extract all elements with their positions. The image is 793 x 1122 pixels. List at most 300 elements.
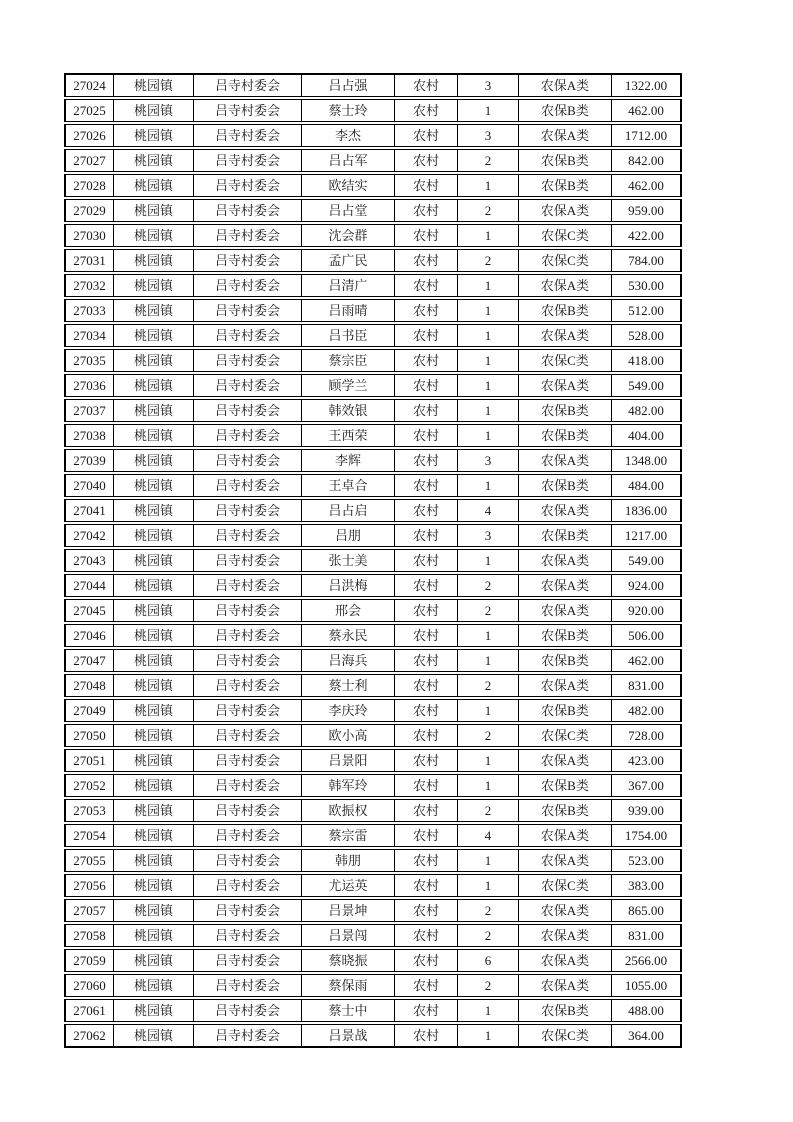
cell-village-committee: 吕寺村委会 xyxy=(194,899,302,922)
cell-insurance-category: 农保A类 xyxy=(519,949,612,972)
cell-insurance-category: 农保A类 xyxy=(519,499,612,522)
cell-residence-type: 农村 xyxy=(395,149,458,172)
cell-person-name: 蔡士玲 xyxy=(302,99,395,122)
cell-person-name: 吕景闯 xyxy=(302,924,395,947)
cell-insurance-category: 农保B类 xyxy=(519,174,612,197)
cell-residence-type: 农村 xyxy=(395,849,458,872)
table-row xyxy=(64,1024,682,1048)
cell-town: 桃园镇 xyxy=(114,174,194,197)
cell-residence-type: 农村 xyxy=(395,574,458,597)
cell-village-committee: 吕寺村委会 xyxy=(194,674,302,697)
cell-record-id: 27026 xyxy=(64,124,114,147)
cell-residence-type: 农村 xyxy=(395,799,458,822)
table-row xyxy=(64,649,682,672)
cell-person-name: 吕景阳 xyxy=(302,749,395,772)
cell-residence-type: 农村 xyxy=(395,974,458,997)
cell-insurance-category: 农保B类 xyxy=(519,774,612,797)
cell-insurance-category: 农保A类 xyxy=(519,73,612,97)
cell-village-committee: 吕寺村委会 xyxy=(194,649,302,672)
cell-town: 桃园镇 xyxy=(114,949,194,972)
cell-insurance-category: 农保C类 xyxy=(519,249,612,272)
cell-person-name: 蔡保雨 xyxy=(302,974,395,997)
cell-town: 桃园镇 xyxy=(114,449,194,472)
cell-person-count: 2 xyxy=(458,249,519,272)
cell-insurance-category: 农保C类 xyxy=(519,349,612,372)
cell-person-name: 张士美 xyxy=(302,549,395,572)
cell-insurance-category: 农保A类 xyxy=(519,324,612,347)
cell-residence-type: 农村 xyxy=(395,1024,458,1048)
cell-residence-type: 农村 xyxy=(395,899,458,922)
cell-amount: 530.00 xyxy=(612,274,682,297)
cell-town: 桃园镇 xyxy=(114,73,194,97)
table-row xyxy=(64,399,682,422)
cell-record-id: 27031 xyxy=(64,249,114,272)
cell-amount: 728.00 xyxy=(612,724,682,747)
table-row xyxy=(64,724,682,747)
table-row xyxy=(64,124,682,147)
cell-person-name: 欧振权 xyxy=(302,799,395,822)
cell-insurance-category: 农保A类 xyxy=(519,449,612,472)
cell-person-name: 吕清广 xyxy=(302,274,395,297)
cell-record-id: 27028 xyxy=(64,174,114,197)
table-row xyxy=(64,324,682,347)
cell-village-committee: 吕寺村委会 xyxy=(194,574,302,597)
cell-person-name: 吕占强 xyxy=(302,73,395,97)
cell-record-id: 27058 xyxy=(64,924,114,947)
cell-person-count: 1 xyxy=(458,324,519,347)
cell-person-name: 蔡士利 xyxy=(302,674,395,697)
cell-person-name: 韩朋 xyxy=(302,849,395,872)
table-row xyxy=(64,374,682,397)
cell-person-name: 蔡宗雷 xyxy=(302,824,395,847)
cell-town: 桃园镇 xyxy=(114,499,194,522)
cell-village-committee: 吕寺村委会 xyxy=(194,299,302,322)
table-row xyxy=(64,999,682,1022)
table-row xyxy=(64,624,682,647)
cell-residence-type: 农村 xyxy=(395,99,458,122)
cell-person-name: 韩效银 xyxy=(302,399,395,422)
cell-village-committee: 吕寺村委会 xyxy=(194,249,302,272)
cell-record-id: 27038 xyxy=(64,424,114,447)
cell-town: 桃园镇 xyxy=(114,974,194,997)
cell-person-count: 1 xyxy=(458,399,519,422)
table-row xyxy=(64,299,682,322)
cell-person-name: 吕朋 xyxy=(302,524,395,547)
cell-person-count: 1 xyxy=(458,174,519,197)
cell-person-name: 王西荣 xyxy=(302,424,395,447)
cell-town: 桃园镇 xyxy=(114,424,194,447)
cell-record-id: 27027 xyxy=(64,149,114,172)
cell-amount: 484.00 xyxy=(612,474,682,497)
cell-record-id: 27041 xyxy=(64,499,114,522)
cell-amount: 506.00 xyxy=(612,624,682,647)
table-row xyxy=(64,73,682,97)
cell-record-id: 27033 xyxy=(64,299,114,322)
cell-record-id: 27048 xyxy=(64,674,114,697)
cell-person-count: 1 xyxy=(458,749,519,772)
cell-insurance-category: 农保B类 xyxy=(519,799,612,822)
cell-record-id: 27046 xyxy=(64,624,114,647)
table-row xyxy=(64,99,682,122)
cell-insurance-category: 农保A类 xyxy=(519,549,612,572)
cell-person-name: 蔡晓振 xyxy=(302,949,395,972)
cell-person-name: 吕景坤 xyxy=(302,899,395,922)
cell-person-name: 蔡宗臣 xyxy=(302,349,395,372)
cell-village-committee: 吕寺村委会 xyxy=(194,699,302,722)
table-row xyxy=(64,974,682,997)
cell-person-name: 韩军玲 xyxy=(302,774,395,797)
table-row xyxy=(64,349,682,372)
cell-record-id: 27034 xyxy=(64,324,114,347)
cell-town: 桃园镇 xyxy=(114,774,194,797)
cell-record-id: 27055 xyxy=(64,849,114,872)
cell-village-committee: 吕寺村委会 xyxy=(194,599,302,622)
cell-record-id: 27044 xyxy=(64,574,114,597)
cell-person-count: 1 xyxy=(458,424,519,447)
cell-town: 桃园镇 xyxy=(114,549,194,572)
cell-insurance-category: 农保A类 xyxy=(519,199,612,222)
cell-town: 桃园镇 xyxy=(114,674,194,697)
cell-village-committee: 吕寺村委会 xyxy=(194,349,302,372)
cell-village-committee: 吕寺村委会 xyxy=(194,199,302,222)
cell-village-committee: 吕寺村委会 xyxy=(194,799,302,822)
cell-person-name: 尤运英 xyxy=(302,874,395,897)
cell-town: 桃园镇 xyxy=(114,799,194,822)
cell-person-count: 2 xyxy=(458,974,519,997)
table-row xyxy=(64,424,682,447)
cell-record-id: 27053 xyxy=(64,799,114,822)
cell-insurance-category: 农保C类 xyxy=(519,1024,612,1048)
cell-town: 桃园镇 xyxy=(114,824,194,847)
cell-person-name: 顾学兰 xyxy=(302,374,395,397)
cell-person-count: 4 xyxy=(458,499,519,522)
cell-insurance-category: 农保A类 xyxy=(519,574,612,597)
cell-village-committee: 吕寺村委会 xyxy=(194,1024,302,1048)
cell-person-count: 2 xyxy=(458,724,519,747)
cell-amount: 488.00 xyxy=(612,999,682,1022)
cell-residence-type: 农村 xyxy=(395,524,458,547)
table-row xyxy=(64,174,682,197)
cell-person-count: 3 xyxy=(458,524,519,547)
cell-insurance-category: 农保C类 xyxy=(519,224,612,247)
cell-person-name: 吕占堂 xyxy=(302,199,395,222)
cell-person-name: 孟广民 xyxy=(302,249,395,272)
cell-person-count: 2 xyxy=(458,574,519,597)
cell-town: 桃园镇 xyxy=(114,524,194,547)
cell-insurance-category: 农保A类 xyxy=(519,674,612,697)
cell-insurance-category: 农保A类 xyxy=(519,824,612,847)
cell-town: 桃园镇 xyxy=(114,899,194,922)
cell-person-count: 2 xyxy=(458,599,519,622)
cell-amount: 1836.00 xyxy=(612,499,682,522)
cell-person-count: 1 xyxy=(458,649,519,672)
cell-insurance-category: 农保A类 xyxy=(519,899,612,922)
cell-residence-type: 农村 xyxy=(395,624,458,647)
cell-residence-type: 农村 xyxy=(395,774,458,797)
cell-record-id: 27050 xyxy=(64,724,114,747)
cell-residence-type: 农村 xyxy=(395,999,458,1022)
table-row xyxy=(64,574,682,597)
cell-person-name: 吕海兵 xyxy=(302,649,395,672)
cell-amount: 418.00 xyxy=(612,349,682,372)
cell-town: 桃园镇 xyxy=(114,874,194,897)
cell-village-committee: 吕寺村委会 xyxy=(194,974,302,997)
cell-person-name: 吕雨晴 xyxy=(302,299,395,322)
cell-record-id: 27032 xyxy=(64,274,114,297)
cell-amount: 482.00 xyxy=(612,699,682,722)
cell-amount: 959.00 xyxy=(612,199,682,222)
cell-person-name: 蔡士中 xyxy=(302,999,395,1022)
cell-town: 桃园镇 xyxy=(114,199,194,222)
cell-residence-type: 农村 xyxy=(395,749,458,772)
cell-record-id: 27062 xyxy=(64,1024,114,1048)
cell-residence-type: 农村 xyxy=(395,874,458,897)
cell-record-id: 27056 xyxy=(64,874,114,897)
cell-village-committee: 吕寺村委会 xyxy=(194,449,302,472)
cell-amount: 1754.00 xyxy=(612,824,682,847)
cell-record-id: 27040 xyxy=(64,474,114,497)
cell-person-count: 1 xyxy=(458,624,519,647)
cell-insurance-category: 农保A类 xyxy=(519,124,612,147)
table-row xyxy=(64,674,682,697)
table-row xyxy=(64,749,682,772)
table-body xyxy=(64,73,682,1048)
cell-amount: 939.00 xyxy=(612,799,682,822)
cell-town: 桃园镇 xyxy=(114,474,194,497)
cell-person-name: 沈会群 xyxy=(302,224,395,247)
cell-residence-type: 农村 xyxy=(395,699,458,722)
table-row xyxy=(64,949,682,972)
table-row xyxy=(64,874,682,897)
cell-residence-type: 农村 xyxy=(395,499,458,522)
cell-person-name: 吕书臣 xyxy=(302,324,395,347)
cell-town: 桃园镇 xyxy=(114,299,194,322)
cell-person-name: 邢会 xyxy=(302,599,395,622)
cell-person-count: 2 xyxy=(458,799,519,822)
cell-record-id: 27047 xyxy=(64,649,114,672)
cell-amount: 422.00 xyxy=(612,224,682,247)
table-row xyxy=(64,524,682,547)
cell-amount: 1348.00 xyxy=(612,449,682,472)
cell-amount: 523.00 xyxy=(612,849,682,872)
cell-record-id: 27039 xyxy=(64,449,114,472)
cell-residence-type: 农村 xyxy=(395,399,458,422)
cell-person-count: 2 xyxy=(458,674,519,697)
cell-village-committee: 吕寺村委会 xyxy=(194,374,302,397)
cell-person-name: 王卓合 xyxy=(302,474,395,497)
cell-insurance-category: 农保B类 xyxy=(519,524,612,547)
cell-record-id: 27057 xyxy=(64,899,114,922)
cell-person-count: 1 xyxy=(458,849,519,872)
cell-person-count: 4 xyxy=(458,824,519,847)
cell-person-name: 吕占启 xyxy=(302,499,395,522)
cell-record-id: 27036 xyxy=(64,374,114,397)
cell-town: 桃园镇 xyxy=(114,224,194,247)
cell-person-count: 1 xyxy=(458,999,519,1022)
cell-insurance-category: 农保A类 xyxy=(519,924,612,947)
cell-record-id: 27052 xyxy=(64,774,114,797)
cell-town: 桃园镇 xyxy=(114,324,194,347)
cell-person-count: 2 xyxy=(458,924,519,947)
cell-town: 桃园镇 xyxy=(114,599,194,622)
cell-insurance-category: 农保C类 xyxy=(519,724,612,747)
cell-village-committee: 吕寺村委会 xyxy=(194,949,302,972)
table-row xyxy=(64,249,682,272)
cell-record-id: 27037 xyxy=(64,399,114,422)
cell-insurance-category: 农保B类 xyxy=(519,999,612,1022)
cell-amount: 462.00 xyxy=(612,99,682,122)
cell-record-id: 27035 xyxy=(64,349,114,372)
cell-town: 桃园镇 xyxy=(114,924,194,947)
insurance-roster-table xyxy=(64,71,682,1050)
cell-residence-type: 农村 xyxy=(395,73,458,97)
cell-amount: 1055.00 xyxy=(612,974,682,997)
cell-town: 桃园镇 xyxy=(114,1024,194,1048)
table-row xyxy=(64,549,682,572)
cell-insurance-category: 农保A类 xyxy=(519,274,612,297)
cell-village-committee: 吕寺村委会 xyxy=(194,524,302,547)
cell-amount: 549.00 xyxy=(612,549,682,572)
cell-town: 桃园镇 xyxy=(114,249,194,272)
cell-amount: 1322.00 xyxy=(612,73,682,97)
cell-record-id: 27042 xyxy=(64,524,114,547)
cell-insurance-category: 农保B类 xyxy=(519,299,612,322)
cell-residence-type: 农村 xyxy=(395,449,458,472)
cell-person-count: 2 xyxy=(458,899,519,922)
cell-residence-type: 农村 xyxy=(395,374,458,397)
cell-record-id: 27049 xyxy=(64,699,114,722)
cell-residence-type: 农村 xyxy=(395,349,458,372)
cell-amount: 1217.00 xyxy=(612,524,682,547)
cell-town: 桃园镇 xyxy=(114,649,194,672)
cell-town: 桃园镇 xyxy=(114,374,194,397)
cell-residence-type: 农村 xyxy=(395,299,458,322)
cell-record-id: 27060 xyxy=(64,974,114,997)
cell-record-id: 27061 xyxy=(64,999,114,1022)
cell-town: 桃园镇 xyxy=(114,749,194,772)
cell-village-committee: 吕寺村委会 xyxy=(194,474,302,497)
cell-insurance-category: 农保A类 xyxy=(519,599,612,622)
cell-amount: 924.00 xyxy=(612,574,682,597)
table-row xyxy=(64,774,682,797)
cell-insurance-category: 农保B类 xyxy=(519,649,612,672)
cell-amount: 367.00 xyxy=(612,774,682,797)
cell-amount: 383.00 xyxy=(612,874,682,897)
cell-amount: 865.00 xyxy=(612,899,682,922)
cell-person-count: 1 xyxy=(458,374,519,397)
table-row xyxy=(64,149,682,172)
table-row xyxy=(64,599,682,622)
cell-person-count: 1 xyxy=(458,774,519,797)
cell-amount: 1712.00 xyxy=(612,124,682,147)
cell-village-committee: 吕寺村委会 xyxy=(194,549,302,572)
table-row xyxy=(64,199,682,222)
cell-amount: 784.00 xyxy=(612,249,682,272)
table-row xyxy=(64,474,682,497)
cell-residence-type: 农村 xyxy=(395,824,458,847)
cell-person-count: 1 xyxy=(458,274,519,297)
cell-person-name: 欧结实 xyxy=(302,174,395,197)
cell-residence-type: 农村 xyxy=(395,549,458,572)
cell-village-committee: 吕寺村委会 xyxy=(194,849,302,872)
cell-town: 桃园镇 xyxy=(114,274,194,297)
cell-village-committee: 吕寺村委会 xyxy=(194,824,302,847)
cell-insurance-category: 农保B类 xyxy=(519,424,612,447)
cell-amount: 462.00 xyxy=(612,649,682,672)
cell-person-name: 吕占军 xyxy=(302,149,395,172)
table-row xyxy=(64,799,682,822)
cell-person-count: 1 xyxy=(458,874,519,897)
cell-town: 桃园镇 xyxy=(114,124,194,147)
cell-town: 桃园镇 xyxy=(114,149,194,172)
cell-amount: 423.00 xyxy=(612,749,682,772)
cell-person-count: 2 xyxy=(458,199,519,222)
cell-person-count: 3 xyxy=(458,73,519,97)
cell-insurance-category: 农保B类 xyxy=(519,399,612,422)
cell-town: 桃园镇 xyxy=(114,849,194,872)
cell-insurance-category: 农保B类 xyxy=(519,99,612,122)
cell-town: 桃园镇 xyxy=(114,699,194,722)
cell-residence-type: 农村 xyxy=(395,674,458,697)
table-row xyxy=(64,924,682,947)
cell-town: 桃园镇 xyxy=(114,574,194,597)
cell-town: 桃园镇 xyxy=(114,999,194,1022)
cell-village-committee: 吕寺村委会 xyxy=(194,399,302,422)
cell-person-count: 1 xyxy=(458,99,519,122)
cell-residence-type: 农村 xyxy=(395,224,458,247)
cell-residence-type: 农村 xyxy=(395,924,458,947)
table-row xyxy=(64,499,682,522)
cell-insurance-category: 农保B类 xyxy=(519,149,612,172)
table-row xyxy=(64,449,682,472)
cell-person-count: 1 xyxy=(458,699,519,722)
cell-insurance-category: 农保A类 xyxy=(519,974,612,997)
cell-person-name: 李杰 xyxy=(302,124,395,147)
cell-person-count: 1 xyxy=(458,349,519,372)
cell-town: 桃园镇 xyxy=(114,99,194,122)
cell-village-committee: 吕寺村委会 xyxy=(194,749,302,772)
cell-residence-type: 农村 xyxy=(395,324,458,347)
cell-residence-type: 农村 xyxy=(395,424,458,447)
cell-residence-type: 农村 xyxy=(395,274,458,297)
cell-record-id: 27025 xyxy=(64,99,114,122)
cell-insurance-category: 农保C类 xyxy=(519,874,612,897)
cell-village-committee: 吕寺村委会 xyxy=(194,174,302,197)
cell-residence-type: 农村 xyxy=(395,199,458,222)
cell-residence-type: 农村 xyxy=(395,124,458,147)
cell-person-count: 2 xyxy=(458,149,519,172)
cell-insurance-category: 农保B类 xyxy=(519,699,612,722)
cell-village-committee: 吕寺村委会 xyxy=(194,999,302,1022)
cell-record-id: 27043 xyxy=(64,549,114,572)
cell-insurance-category: 农保A类 xyxy=(519,849,612,872)
cell-person-count: 1 xyxy=(458,549,519,572)
table-row xyxy=(64,899,682,922)
cell-town: 桃园镇 xyxy=(114,349,194,372)
table-row xyxy=(64,274,682,297)
cell-person-count: 1 xyxy=(458,474,519,497)
cell-person-name: 李庆玲 xyxy=(302,699,395,722)
cell-person-name: 吕洪梅 xyxy=(302,574,395,597)
cell-insurance-category: 农保B类 xyxy=(519,624,612,647)
cell-person-name: 蔡永民 xyxy=(302,624,395,647)
cell-person-count: 1 xyxy=(458,299,519,322)
cell-record-id: 27051 xyxy=(64,749,114,772)
cell-person-name: 吕景战 xyxy=(302,1024,395,1048)
cell-residence-type: 农村 xyxy=(395,949,458,972)
cell-village-committee: 吕寺村委会 xyxy=(194,99,302,122)
table-row xyxy=(64,224,682,247)
